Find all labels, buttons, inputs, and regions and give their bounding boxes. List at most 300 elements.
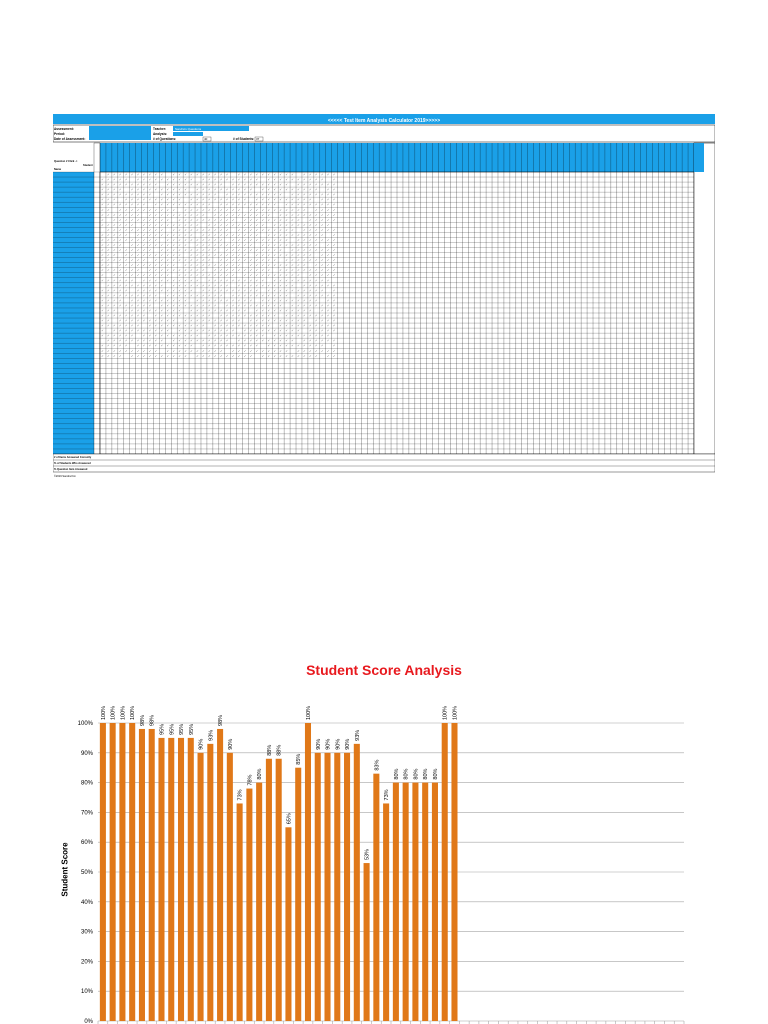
check-mark: ✓ bbox=[142, 258, 146, 263]
check-mark: ✓ bbox=[231, 232, 235, 237]
check-mark: ✓ bbox=[166, 288, 170, 293]
check-mark: ✓ bbox=[237, 237, 241, 242]
check-mark: ✓ bbox=[315, 278, 318, 283]
check-mark: ✓ bbox=[303, 202, 306, 207]
check-mark: ✓ bbox=[326, 298, 330, 303]
check-mark: ✓ bbox=[255, 333, 259, 338]
check-mark: ✓ bbox=[130, 278, 134, 283]
check-mark: ✓ bbox=[279, 222, 282, 227]
check-mark: ✓ bbox=[255, 172, 259, 177]
check-mark: ✓ bbox=[119, 298, 122, 303]
check-mark: ✓ bbox=[107, 313, 110, 318]
check-mark: ✓ bbox=[320, 207, 324, 212]
score-bar bbox=[276, 759, 282, 1021]
check-mark: ✓ bbox=[261, 298, 265, 303]
check-mark: ✓ bbox=[160, 187, 164, 192]
check-mark: ✓ bbox=[249, 303, 253, 308]
check-mark: ✓ bbox=[172, 177, 175, 182]
check-mark: ✓ bbox=[202, 263, 205, 268]
check-mark: ✓ bbox=[178, 308, 181, 313]
check-mark: ✓ bbox=[326, 328, 330, 333]
check-mark: ✓ bbox=[119, 248, 122, 253]
y-tick-label: 60% bbox=[80, 840, 93, 847]
check-mark: ✓ bbox=[315, 323, 318, 328]
check-mark: ✓ bbox=[202, 202, 205, 207]
check-mark: ✓ bbox=[273, 343, 276, 348]
check-mark: ✓ bbox=[142, 338, 146, 343]
check-mark: ✓ bbox=[243, 343, 247, 348]
check-mark: ✓ bbox=[297, 323, 300, 328]
y-tick-label: 100% bbox=[77, 721, 93, 727]
check-mark: ✓ bbox=[142, 288, 146, 293]
check-mark: ✓ bbox=[160, 227, 164, 232]
check-mark: ✓ bbox=[124, 343, 128, 348]
check-mark: ✓ bbox=[273, 353, 276, 358]
check-mark: ✓ bbox=[291, 187, 294, 192]
check-mark: ✓ bbox=[136, 268, 140, 273]
check-mark: ✓ bbox=[113, 197, 116, 202]
check-mark: ✓ bbox=[297, 202, 300, 207]
check-mark: ✓ bbox=[255, 343, 259, 348]
check-mark: ✓ bbox=[196, 212, 199, 217]
check-mark: ✓ bbox=[178, 172, 181, 177]
check-mark: ✓ bbox=[273, 278, 276, 283]
check-mark: ✓ bbox=[166, 207, 170, 212]
check-mark: ✓ bbox=[130, 333, 134, 338]
check-mark: ✓ bbox=[285, 197, 288, 202]
check-mark: ✓ bbox=[309, 298, 312, 303]
check-mark: ✓ bbox=[172, 197, 175, 202]
check-mark: ✓ bbox=[320, 237, 324, 242]
check-mark: ✓ bbox=[136, 202, 140, 207]
y-tick-label: 30% bbox=[80, 929, 93, 936]
check-mark: ✓ bbox=[326, 222, 330, 227]
check-mark: ✓ bbox=[184, 328, 187, 333]
check-mark: ✓ bbox=[136, 253, 140, 258]
check-mark: ✓ bbox=[214, 333, 217, 338]
check-mark: ✓ bbox=[130, 308, 134, 313]
check-mark: ✓ bbox=[249, 217, 253, 222]
check-mark: ✓ bbox=[184, 192, 187, 197]
check-mark: ✓ bbox=[285, 313, 288, 318]
check-mark: ✓ bbox=[303, 338, 306, 343]
check-mark: ✓ bbox=[267, 318, 271, 323]
check-mark: ✓ bbox=[130, 293, 134, 298]
check-mark: ✓ bbox=[160, 308, 164, 313]
bar-value-label: 100% bbox=[305, 705, 312, 720]
check-mark: ✓ bbox=[303, 248, 306, 253]
check-mark: ✓ bbox=[136, 217, 140, 222]
bar-value-label: 90% bbox=[315, 738, 322, 750]
check-mark: ✓ bbox=[273, 333, 276, 338]
check-mark: ✓ bbox=[124, 328, 128, 333]
check-mark: ✓ bbox=[166, 353, 170, 358]
check-mark: ✓ bbox=[267, 298, 271, 303]
check-mark: ✓ bbox=[297, 197, 300, 202]
check-mark: ✓ bbox=[172, 303, 175, 308]
check-mark: ✓ bbox=[208, 353, 211, 358]
check-mark: ✓ bbox=[249, 248, 253, 253]
check-mark: ✓ bbox=[332, 217, 336, 222]
check-mark: ✓ bbox=[130, 258, 134, 263]
check-mark: ✓ bbox=[101, 318, 104, 323]
check-mark: ✓ bbox=[315, 293, 318, 298]
check-mark: ✓ bbox=[326, 308, 330, 313]
check-mark: ✓ bbox=[119, 343, 122, 348]
check-mark: ✓ bbox=[172, 338, 175, 343]
check-mark: ✓ bbox=[184, 258, 187, 263]
check-mark: ✓ bbox=[184, 212, 187, 217]
check-mark: ✓ bbox=[249, 313, 253, 318]
check-mark: ✓ bbox=[208, 243, 211, 248]
check-mark: ✓ bbox=[136, 348, 140, 353]
check-mark: ✓ bbox=[279, 338, 282, 343]
check-mark: ✓ bbox=[225, 308, 229, 313]
check-mark: ✓ bbox=[119, 273, 122, 278]
check-mark: ✓ bbox=[136, 227, 140, 232]
check-mark: ✓ bbox=[309, 268, 312, 273]
check-mark: ✓ bbox=[237, 308, 241, 313]
check-mark: ✓ bbox=[243, 268, 247, 273]
check-mark: ✓ bbox=[101, 303, 104, 308]
check-mark: ✓ bbox=[130, 353, 134, 358]
score-bar bbox=[129, 723, 135, 1021]
check-mark: ✓ bbox=[279, 303, 282, 308]
check-mark: ✓ bbox=[113, 187, 116, 192]
check-mark: ✓ bbox=[267, 263, 271, 268]
check-mark: ✓ bbox=[285, 202, 288, 207]
check-mark: ✓ bbox=[172, 318, 175, 323]
check-mark: ✓ bbox=[101, 278, 104, 283]
assessment-field[interactable] bbox=[89, 126, 151, 140]
check-mark: ✓ bbox=[166, 308, 170, 313]
check-mark: ✓ bbox=[320, 303, 324, 308]
check-mark: ✓ bbox=[214, 217, 217, 222]
check-mark: ✓ bbox=[190, 227, 193, 232]
check-mark: ✓ bbox=[184, 187, 187, 192]
check-mark: ✓ bbox=[261, 293, 265, 298]
check-mark: ✓ bbox=[249, 172, 253, 177]
analysis-field[interactable] bbox=[173, 132, 203, 136]
check-mark: ✓ bbox=[190, 343, 193, 348]
check-mark: ✓ bbox=[160, 298, 164, 303]
check-mark: ✓ bbox=[172, 343, 175, 348]
check-mark: ✓ bbox=[130, 222, 134, 227]
check-mark: ✓ bbox=[178, 212, 181, 217]
check-mark: ✓ bbox=[178, 192, 181, 197]
check-mark: ✓ bbox=[196, 283, 199, 288]
check-mark: ✓ bbox=[119, 313, 122, 318]
check-mark: ✓ bbox=[208, 217, 211, 222]
check-mark: ✓ bbox=[196, 243, 199, 248]
check-mark: ✓ bbox=[208, 298, 211, 303]
check-mark: ✓ bbox=[113, 273, 116, 278]
score-bar bbox=[383, 803, 389, 1021]
check-mark: ✓ bbox=[219, 172, 223, 177]
check-mark: ✓ bbox=[231, 308, 235, 313]
check-mark: ✓ bbox=[279, 237, 282, 242]
check-mark: ✓ bbox=[243, 348, 247, 353]
check-mark: ✓ bbox=[142, 177, 146, 182]
check-mark: ✓ bbox=[113, 298, 116, 303]
check-mark: ✓ bbox=[113, 202, 116, 207]
name-header: Name bbox=[54, 168, 62, 171]
check-mark: ✓ bbox=[136, 293, 140, 298]
check-mark: ✓ bbox=[279, 172, 282, 177]
check-mark: ✓ bbox=[208, 303, 211, 308]
check-mark: ✓ bbox=[303, 253, 306, 258]
check-mark: ✓ bbox=[172, 298, 175, 303]
check-mark: ✓ bbox=[273, 303, 276, 308]
check-mark: ✓ bbox=[166, 202, 170, 207]
check-mark: ✓ bbox=[267, 283, 271, 288]
check-mark: ✓ bbox=[225, 202, 229, 207]
check-mark: ✓ bbox=[261, 187, 265, 192]
check-mark: ✓ bbox=[315, 177, 318, 182]
check-mark: ✓ bbox=[279, 207, 282, 212]
check-mark: ✓ bbox=[113, 323, 116, 328]
check-mark: ✓ bbox=[208, 227, 211, 232]
check-mark: ✓ bbox=[285, 212, 288, 217]
check-mark: ✓ bbox=[172, 207, 175, 212]
check-mark: ✓ bbox=[154, 207, 158, 212]
check-mark: ✓ bbox=[297, 237, 300, 242]
check-mark: ✓ bbox=[160, 283, 164, 288]
check-mark: ✓ bbox=[113, 253, 116, 258]
check-mark: ✓ bbox=[208, 273, 211, 278]
check-mark: ✓ bbox=[166, 192, 170, 197]
check-mark: ✓ bbox=[231, 248, 235, 253]
check-mark: ✓ bbox=[208, 318, 211, 323]
check-mark: ✓ bbox=[249, 207, 253, 212]
check-mark: ✓ bbox=[320, 328, 324, 333]
check-mark: ✓ bbox=[124, 348, 128, 353]
check-mark: ✓ bbox=[148, 303, 152, 308]
check-mark: ✓ bbox=[124, 202, 128, 207]
score-bar bbox=[119, 723, 125, 1021]
check-mark: ✓ bbox=[107, 298, 110, 303]
check-mark: ✓ bbox=[154, 283, 158, 288]
check-mark: ✓ bbox=[196, 308, 199, 313]
check-mark: ✓ bbox=[166, 318, 170, 323]
check-mark: ✓ bbox=[237, 222, 241, 227]
check-mark: ✓ bbox=[124, 293, 128, 298]
check-mark: ✓ bbox=[190, 248, 193, 253]
check-mark: ✓ bbox=[166, 217, 170, 222]
check-mark: ✓ bbox=[255, 288, 259, 293]
check-mark: ✓ bbox=[326, 293, 330, 298]
check-mark: ✓ bbox=[279, 182, 282, 187]
check-mark: ✓ bbox=[279, 323, 282, 328]
score-bar bbox=[188, 738, 194, 1021]
check-mark: ✓ bbox=[196, 348, 199, 353]
check-mark: ✓ bbox=[160, 172, 164, 177]
check-mark: ✓ bbox=[291, 248, 294, 253]
check-mark: ✓ bbox=[291, 268, 294, 273]
check-mark: ✓ bbox=[214, 192, 217, 197]
check-mark: ✓ bbox=[309, 202, 312, 207]
item-analysis-spreadsheet bbox=[53, 114, 715, 480]
check-mark: ✓ bbox=[160, 232, 164, 237]
check-mark: ✓ bbox=[142, 273, 146, 278]
check-mark: ✓ bbox=[101, 217, 104, 222]
check-mark: ✓ bbox=[243, 202, 247, 207]
check-mark: ✓ bbox=[231, 343, 235, 348]
check-mark: ✓ bbox=[332, 298, 336, 303]
check-mark: ✓ bbox=[267, 248, 271, 253]
check-mark: ✓ bbox=[261, 258, 265, 263]
check-mark: ✓ bbox=[148, 212, 152, 217]
check-mark: ✓ bbox=[285, 348, 288, 353]
check-mark: ✓ bbox=[315, 248, 318, 253]
y-tick-label: 90% bbox=[80, 750, 93, 757]
check-mark: ✓ bbox=[130, 217, 134, 222]
check-mark: ✓ bbox=[160, 258, 164, 263]
check-mark: ✓ bbox=[160, 248, 164, 253]
check-mark: ✓ bbox=[214, 303, 217, 308]
check-mark: ✓ bbox=[160, 288, 164, 293]
score-bar bbox=[403, 783, 409, 1021]
check-mark: ✓ bbox=[320, 348, 324, 353]
check-mark: ✓ bbox=[309, 258, 312, 263]
check-mark: ✓ bbox=[107, 192, 110, 197]
check-mark: ✓ bbox=[237, 318, 241, 323]
check-mark: ✓ bbox=[291, 273, 294, 278]
check-mark: ✓ bbox=[214, 263, 217, 268]
score-bar bbox=[354, 744, 360, 1021]
check-mark: ✓ bbox=[124, 338, 128, 343]
check-mark: ✓ bbox=[315, 182, 318, 187]
check-mark: ✓ bbox=[273, 318, 276, 323]
check-mark: ✓ bbox=[249, 222, 253, 227]
check-mark: ✓ bbox=[136, 177, 140, 182]
check-mark: ✓ bbox=[142, 283, 146, 288]
check-mark: ✓ bbox=[279, 248, 282, 253]
check-mark: ✓ bbox=[190, 237, 193, 242]
bar-value-label: 73% bbox=[237, 789, 244, 801]
check-mark: ✓ bbox=[190, 303, 193, 308]
check-mark: ✓ bbox=[208, 187, 211, 192]
check-mark: ✓ bbox=[309, 278, 312, 283]
check-mark: ✓ bbox=[332, 243, 336, 248]
check-mark: ✓ bbox=[166, 253, 170, 258]
check-mark: ✓ bbox=[113, 177, 116, 182]
check-mark: ✓ bbox=[119, 227, 122, 232]
check-mark: ✓ bbox=[297, 263, 300, 268]
check-mark: ✓ bbox=[219, 278, 223, 283]
check-mark: ✓ bbox=[214, 182, 217, 187]
check-mark: ✓ bbox=[107, 207, 110, 212]
check-mark: ✓ bbox=[184, 227, 187, 232]
check-mark: ✓ bbox=[273, 207, 276, 212]
check-mark: ✓ bbox=[101, 293, 104, 298]
check-mark: ✓ bbox=[160, 197, 164, 202]
check-mark: ✓ bbox=[124, 248, 128, 253]
check-mark: ✓ bbox=[261, 278, 265, 283]
check-mark: ✓ bbox=[154, 343, 158, 348]
check-mark: ✓ bbox=[332, 207, 336, 212]
check-mark: ✓ bbox=[249, 338, 253, 343]
check-mark: ✓ bbox=[309, 288, 312, 293]
check-mark: ✓ bbox=[208, 313, 211, 318]
check-mark: ✓ bbox=[184, 243, 187, 248]
check-mark: ✓ bbox=[291, 192, 294, 197]
check-mark: ✓ bbox=[255, 212, 259, 217]
check-mark: ✓ bbox=[101, 253, 104, 258]
check-mark: ✓ bbox=[136, 243, 140, 248]
check-mark: ✓ bbox=[107, 187, 110, 192]
check-mark: ✓ bbox=[154, 298, 158, 303]
score-bar bbox=[246, 789, 252, 1021]
check-mark: ✓ bbox=[154, 318, 158, 323]
check-mark: ✓ bbox=[231, 187, 235, 192]
check-mark: ✓ bbox=[142, 207, 146, 212]
check-mark: ✓ bbox=[225, 207, 229, 212]
check-mark: ✓ bbox=[279, 177, 282, 182]
check-mark: ✓ bbox=[130, 187, 134, 192]
check-mark: ✓ bbox=[219, 353, 223, 358]
check-mark: ✓ bbox=[261, 348, 265, 353]
check-mark: ✓ bbox=[320, 182, 324, 187]
check-mark: ✓ bbox=[202, 258, 205, 263]
check-mark: ✓ bbox=[320, 197, 324, 202]
check-mark: ✓ bbox=[315, 313, 318, 318]
check-mark: ✓ bbox=[196, 217, 199, 222]
check-mark: ✓ bbox=[297, 182, 300, 187]
check-mark: ✓ bbox=[184, 232, 187, 237]
check-mark: ✓ bbox=[148, 217, 152, 222]
check-mark: ✓ bbox=[136, 212, 140, 217]
check-mark: ✓ bbox=[196, 323, 199, 328]
check-mark: ✓ bbox=[309, 353, 312, 358]
check-mark: ✓ bbox=[231, 278, 235, 283]
check-mark: ✓ bbox=[285, 187, 288, 192]
check-mark: ✓ bbox=[326, 172, 330, 177]
check-mark: ✓ bbox=[297, 313, 300, 318]
check-mark: ✓ bbox=[190, 202, 193, 207]
check-mark: ✓ bbox=[119, 258, 122, 263]
check-mark: ✓ bbox=[237, 192, 241, 197]
check-mark: ✓ bbox=[119, 328, 122, 333]
check-mark: ✓ bbox=[130, 172, 134, 177]
check-mark: ✓ bbox=[237, 348, 241, 353]
check-mark: ✓ bbox=[225, 258, 229, 263]
check-mark: ✓ bbox=[148, 318, 152, 323]
check-mark: ✓ bbox=[273, 288, 276, 293]
check-mark: ✓ bbox=[279, 232, 282, 237]
check-mark: ✓ bbox=[190, 268, 193, 273]
check-mark: ✓ bbox=[190, 222, 193, 227]
check-mark: ✓ bbox=[124, 333, 128, 338]
check-mark: ✓ bbox=[124, 278, 128, 283]
check-mark: ✓ bbox=[243, 192, 247, 197]
check-mark: ✓ bbox=[303, 268, 306, 273]
check-mark: ✓ bbox=[107, 323, 110, 328]
check-mark: ✓ bbox=[255, 323, 259, 328]
check-mark: ✓ bbox=[225, 212, 229, 217]
check-mark: ✓ bbox=[172, 192, 175, 197]
score-bar bbox=[139, 729, 145, 1021]
check-mark: ✓ bbox=[166, 243, 170, 248]
check-mark: ✓ bbox=[225, 248, 229, 253]
check-mark: ✓ bbox=[136, 298, 140, 303]
grid-layer bbox=[53, 143, 715, 472]
check-mark: ✓ bbox=[160, 243, 164, 248]
spreadsheet-grid bbox=[53, 114, 715, 480]
check-mark: ✓ bbox=[237, 172, 241, 177]
check-mark: ✓ bbox=[119, 278, 122, 283]
check-mark: ✓ bbox=[267, 343, 271, 348]
